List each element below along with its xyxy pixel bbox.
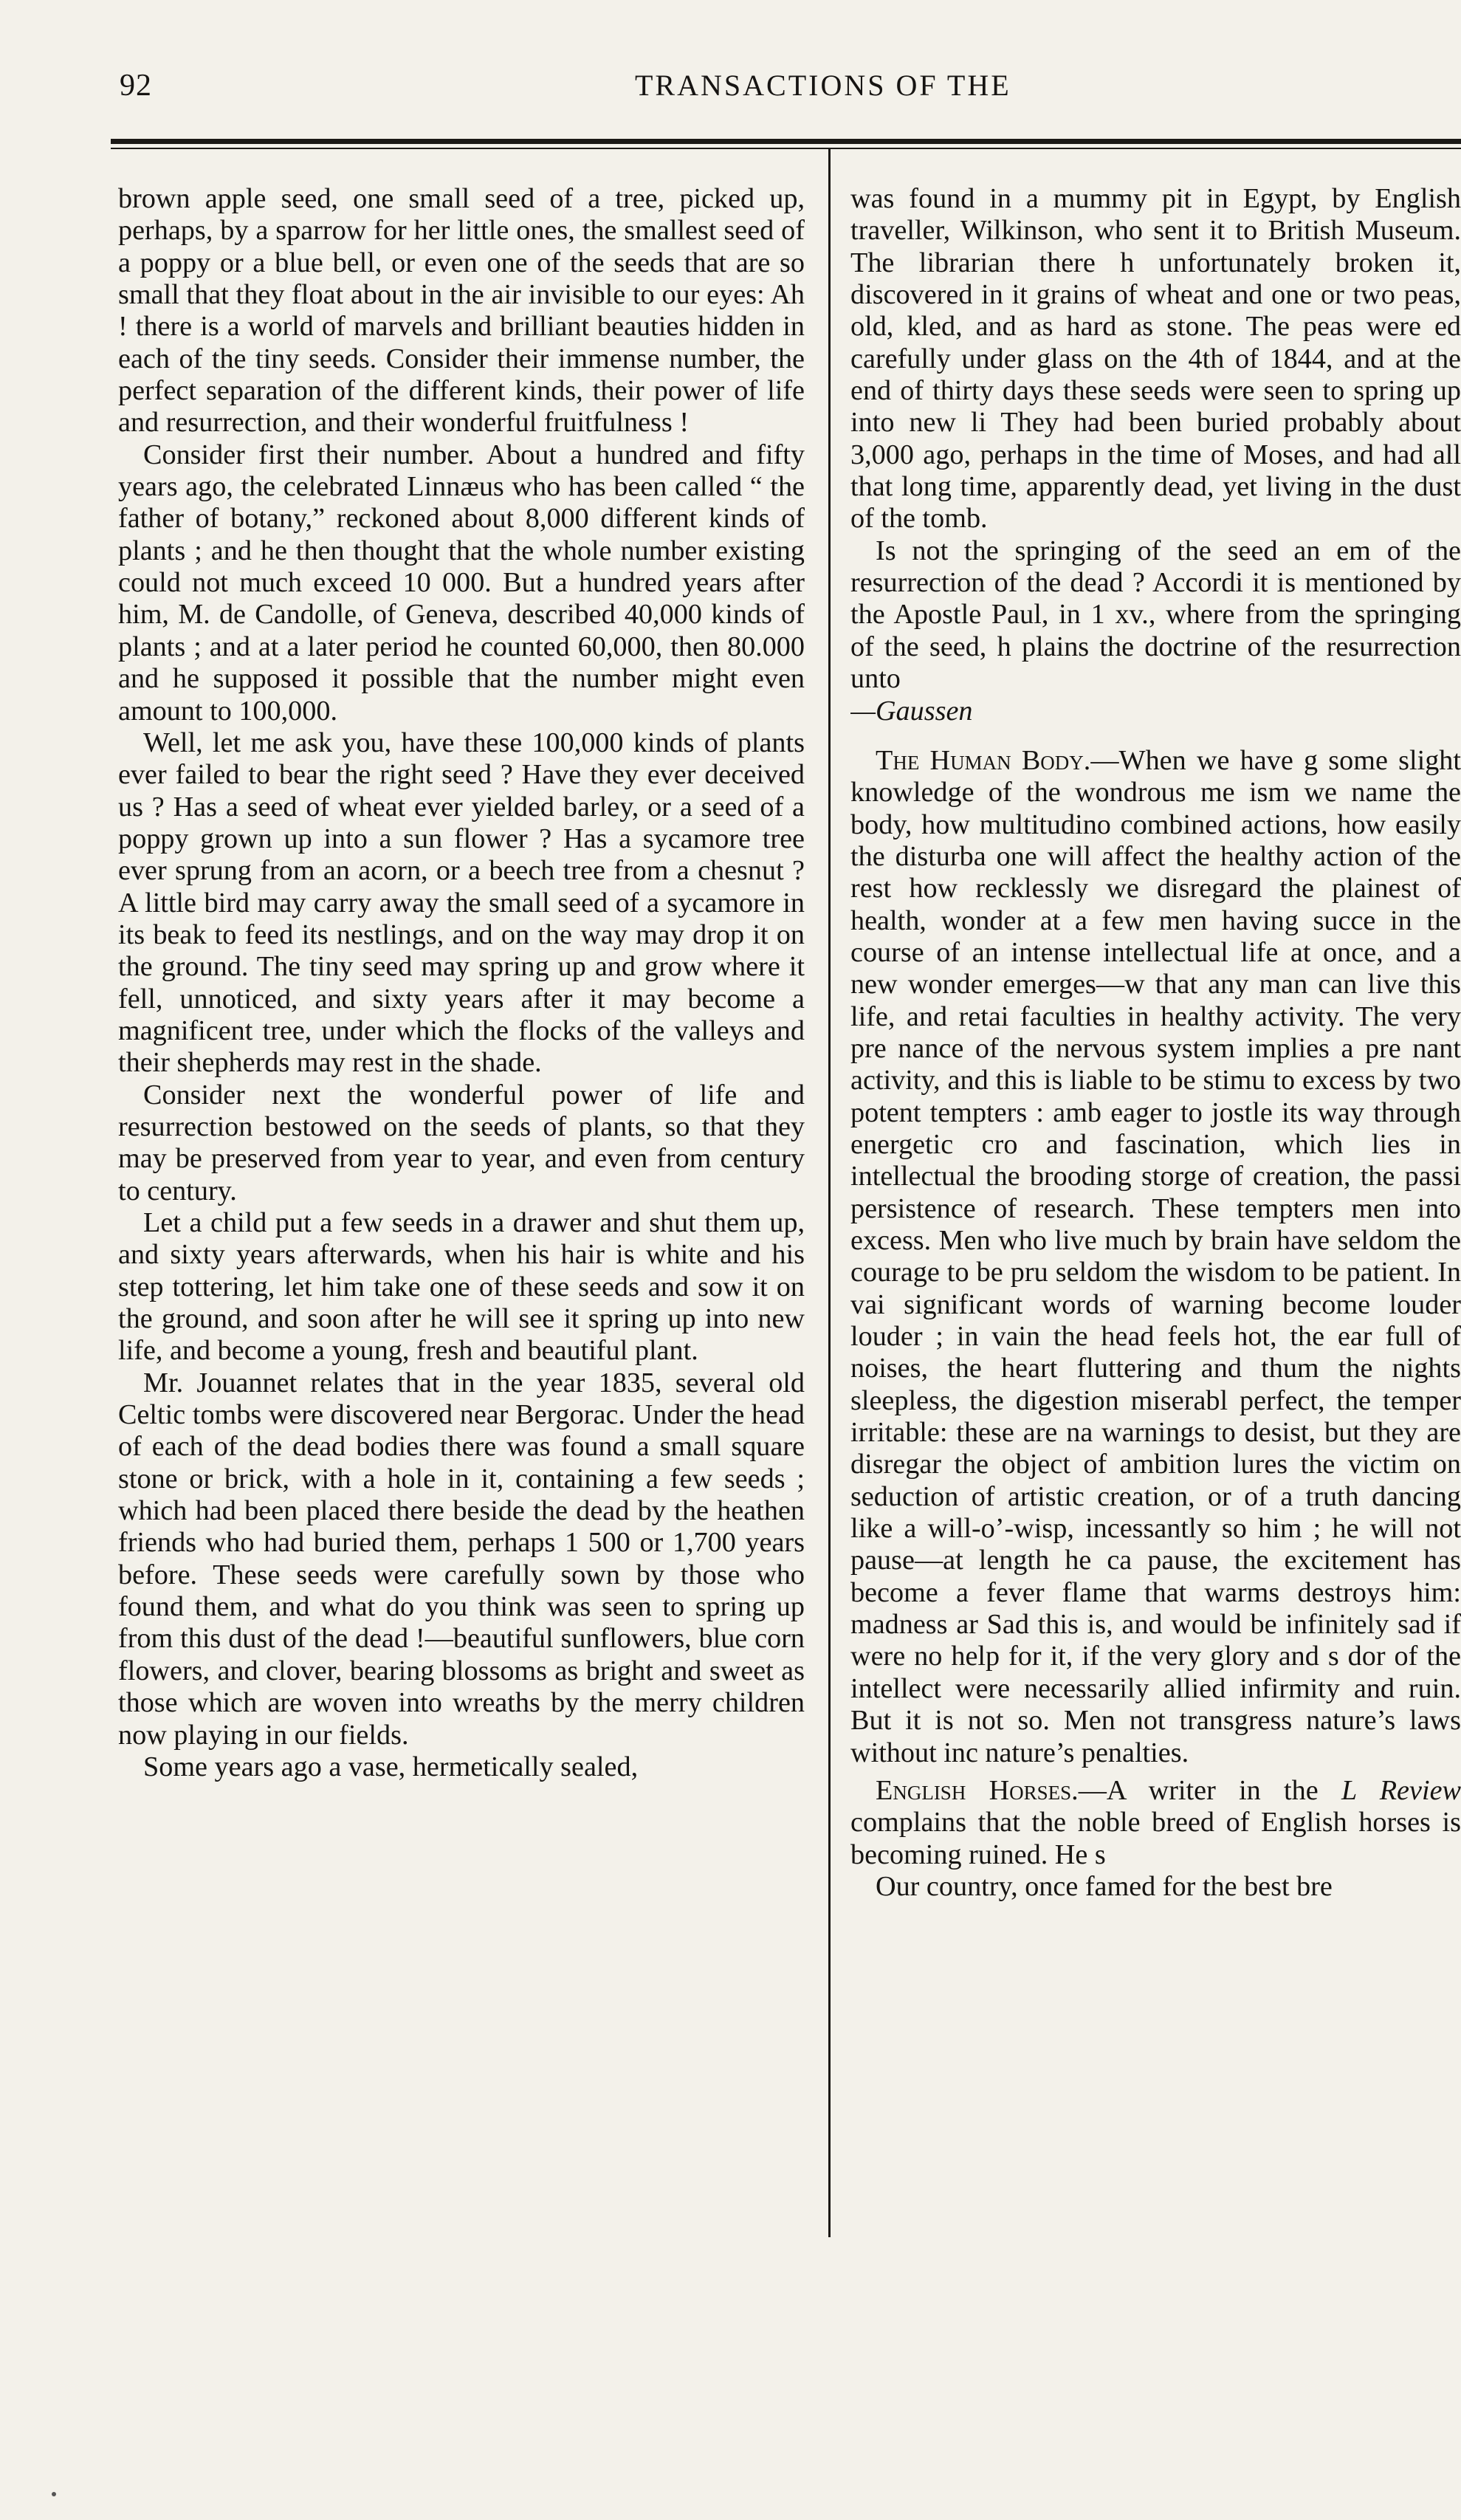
paragraph-resurrection: Is not the springing of the seed an em of the resurrection of the dead ? Accordi it is mentioned by the Apostle Paul, in 1 xv., where from the springing of the seed, h plains the doctrine of the resurrection unto [850,535,1461,695]
paragraph-celtic-tombs: Mr. Jouannet relates that in the year 1835, several old Celtic tombs were discovered near Bergorac. Under the head of each of the dead bodies there was found a small square stone or brick, with a hole in it, containing a few seeds ; which had been placed there beside the dead by the heathen friends who had buried them, perhaps 1 500 or 1,700 years before. These seeds were carefully sown by those who found them, and what do you think was seen to spring up from this dust of the dead !—beautiful sunflowers, blue corn flowers, and clover, bearing blossoms as bright and sweet as those which are woven into wreaths by the merry children now playing in our fields. [118,1367,805,1751]
article-english-horses [850,1775,1461,1871]
section-heading-human-body: The Human Body. [876,744,1091,776]
paragraph-power-of-life: Consider next the wonderful power of life and resurrection bestowed on the seeds of plants, so that they may be preserved from year to year, and even from century to century. [118,1079,805,1206]
paragraph-our-country: Our country, once famed for the best bre [876,1870,1333,1902]
page-number: 92 [120,69,152,103]
english-horses-text-after: complains that the noble breed of English horses is becoming ruined. He s [850,1807,1461,1870]
column-divider [828,148,831,2237]
human-body-text: —When we have g some slight knowledge of the wondrous me ism we name the body, how multitudino combined actions, how easily the disturba one will affect the healthy action of the rest how recklessly we disregard the plainest of health, wonder at a few men having succe in the course of an intense intellectual life at once, and a new wonder emerges—w that any man can live this life, and retai faculties in healthy activity. The very pre nance of the nervous system implies a pre nant activity, and this is liable to be stimu to excess by two potent tempters : amb eager to jostle its way through energetic cro and fascination, which lies in intellectual the brooding storge of creation, the passi persistence of research. These tempters men into excess. Men who live much by brain have seldom the courage to be pru seldom the wisdom to be patient. In vai significant words of warning become louder louder ; in vain the head feels hot, the ear full of noises, the heart fluttering and thum the nights sleepless, the digestion miserabl perfect, the temper irritable: these are na warnings to desist, but they are disregar the object of ambition lures the victim on seduction of artistic creation, or of a truth dancing like a will-o’-wisp, incessantly so him ; he will not pause—at length he ca pause, the excitement has become a fever flame that warms destroys him: madness ar Sad this is, and would be infinitely sad if were no help for it, if the very glory and s dor of the intellect were necessarily allied infirmity and ruin. But it is not so. Men not transgress nature’s laws without inc nature’s penalties. [850,744,1461,1768]
section-heading-english-horses: English Horses. [876,1774,1079,1806]
right-column [850,183,1461,2177]
paragraph-number-of-plants: Consider first their number. About a hundred and fifty years ago, the celebrated Linnæus who has been called “ the father of botany,” reckoned about 8,000 different kinds of plants ; and he then thought that the whole number existing could not much exceed 10 000. But a hundred years after him, M. de Candolle, of Geneva, described 40,000 kinds of plants ; and at a later period he counted 60,000, then 80.000 and he supposed it possible that the number might even amount to 100,000. [118,439,805,727]
header-rule-thin [111,148,1461,149]
left-column [118,183,805,1783]
publication-name: L Review [1341,1774,1461,1806]
paragraph-seed-marvels: brown apple seed, one small seed of a tree, picked up, perhaps, by a sparrow for her little ones, the smallest seed of a poppy or a blue bell, or even one of the seeds that are so small that they float about in the air invisible to our eyes: Ah ! there is a world of marvels and brilliant beauties hidden in each of the tiny seeds. Consider their immense number, the perfect separation of the different kinds, their power of life and resurrection, and their wonderful fruitfulness ! [118,183,805,439]
paragraph-child-seeds: Let a child put a few seeds in a drawer and shut them up, and sixty years afterwards, when his hair is white and his step tottering, let him take one of these seeds and sow it on the ground, and soon after he will see it spring up into new life, and become a young, fresh and beautiful plant. [118,1207,805,1367]
stray-ink-mark [52,2492,56,2496]
paragraph-mummy-pit: was found in a mummy pit in Egypt, by English traveller, Wilkinson, who sent it to British Museum. The librarian there h unfortunately broken it, discovered in it grains of wheat and one or two peas, old, kled, and as hard as stone. The peas were ed carefully under glass on the 4th of 1844, and at the end of thirty days these seeds were seen to spring up into new li They had been buried probably about 3,000 ago, perhaps in the time of Moses, and had all that long time, apparently dead, yet living in the dust of the tomb. [850,183,1461,535]
running-title: TRANSACTIONS OF THE [635,69,1011,102]
author-signature: —Gaussen [850,695,973,727]
english-horses-text-before: —A writer in the [1078,1774,1319,1806]
article-human-body [850,745,1461,1769]
paragraph-vase: Some years ago a vase, hermetically sealed, [143,1751,639,1782]
paragraph-right-seed: Well, let me ask you, have these 100,000 kinds of plants ever failed to bear the right seed ? Have they ever deceived us ? Has a seed of wheat ever yielded barley, or a seed of a poppy grown up into a sun flower ? Has a sycamore tree ever sprung from an acorn, or a beech tree from a chesnut ? A little bird may carry away the small seed of a sycamore in its beak to feed its nestlings, and on the way may drop it on the ground. The tiny seed may spring up and grow where it fell, unnoticed, and sixty years after it may become a magnificent tree, under which the flocks of the valleys and their shepherds may rest in the shade. [118,727,805,1079]
header-rule-thick [111,139,1461,144]
